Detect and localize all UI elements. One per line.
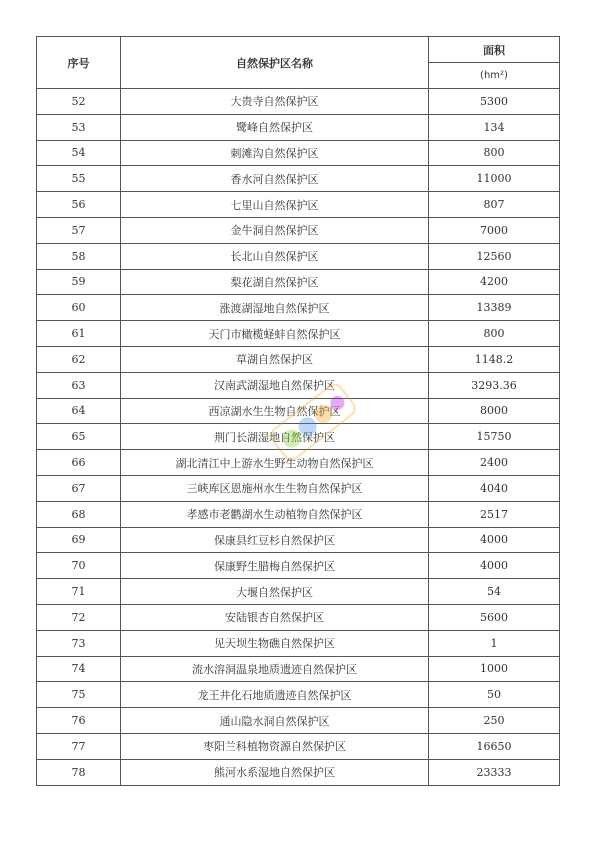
row-name-cell: 保康县红豆杉自然保护区 [121, 527, 429, 553]
table-row [37, 501, 560, 527]
row-name-cell: 见天坝生物礁自然保护区 [121, 630, 429, 656]
row-index-cell: 52 [37, 89, 121, 115]
row-index-cell: 67 [37, 475, 121, 501]
row-area-cell: 4000 [429, 553, 560, 579]
table-row [37, 604, 560, 630]
table-row [37, 321, 560, 347]
row-area-cell: 3293.36 [429, 372, 560, 398]
row-name-cell: 荆门长湖湿地自然保护区 [121, 424, 429, 450]
row-area-cell: 12560 [429, 243, 560, 269]
header-name: 自然保护区名称 [121, 37, 429, 89]
row-index-cell: 58 [37, 243, 121, 269]
table-row [37, 553, 560, 579]
table-row [37, 708, 560, 734]
table-row [37, 295, 560, 321]
row-area-cell: 250 [429, 708, 560, 734]
row-area-cell: 134 [429, 114, 560, 140]
row-index-cell: 72 [37, 604, 121, 630]
row-index-cell: 74 [37, 656, 121, 682]
table-row [37, 424, 560, 450]
row-index-cell: 66 [37, 450, 121, 476]
table-row [37, 269, 560, 295]
row-index-cell: 65 [37, 424, 121, 450]
row-area-cell: 1 [429, 630, 560, 656]
row-name-cell: 通山隐水洞自然保护区 [121, 708, 429, 734]
row-area-cell: 2517 [429, 501, 560, 527]
row-index-cell: 68 [37, 501, 121, 527]
row-index-cell: 54 [37, 140, 121, 166]
header-area-unit: (hm²) [429, 63, 560, 89]
row-area-cell: 2400 [429, 450, 560, 476]
row-area-cell: 1148.2 [429, 346, 560, 372]
table-row [37, 243, 560, 269]
row-name-cell: 三峡库区恩施州水生生物自然保护区 [121, 475, 429, 501]
row-area-cell: 23333 [429, 759, 560, 785]
table-row [37, 398, 560, 424]
table-row [37, 682, 560, 708]
table-row [37, 759, 560, 785]
row-index-cell: 60 [37, 295, 121, 321]
table-row [37, 166, 560, 192]
row-name-cell: 长北山自然保护区 [121, 243, 429, 269]
row-name-cell: 安陆银杏自然保护区 [121, 604, 429, 630]
row-area-cell: 8000 [429, 398, 560, 424]
row-area-cell: 4200 [429, 269, 560, 295]
row-area-cell: 50 [429, 682, 560, 708]
row-name-cell: 香水河自然保护区 [121, 166, 429, 192]
row-index-cell: 61 [37, 321, 121, 347]
table-row [37, 656, 560, 682]
table-row [37, 89, 560, 115]
row-name-cell: 孝感市老鹳湖水生动植物自然保护区 [121, 501, 429, 527]
row-area-cell: 54 [429, 579, 560, 605]
row-name-cell: 大堰自然保护区 [121, 579, 429, 605]
row-index-cell: 53 [37, 114, 121, 140]
table-row [37, 372, 560, 398]
row-index-cell: 77 [37, 733, 121, 759]
row-index-cell: 69 [37, 527, 121, 553]
row-area-cell: 4000 [429, 527, 560, 553]
row-name-cell: 汉南武湖湿地自然保护区 [121, 372, 429, 398]
table-row [37, 217, 560, 243]
header-index: 序号 [37, 37, 121, 89]
row-name-cell: 枣阳兰科植物资源自然保护区 [121, 733, 429, 759]
row-area-cell: 800 [429, 140, 560, 166]
row-index-cell: 57 [37, 217, 121, 243]
table-row [37, 527, 560, 553]
table-row [37, 475, 560, 501]
nature-reserve-table [36, 36, 560, 786]
table-row [37, 192, 560, 218]
row-index-cell: 63 [37, 372, 121, 398]
row-name-cell: 涨渡湖湿地自然保护区 [121, 295, 429, 321]
row-area-cell: 11000 [429, 166, 560, 192]
row-area-cell: 15750 [429, 424, 560, 450]
row-area-cell: 800 [429, 321, 560, 347]
row-index-cell: 56 [37, 192, 121, 218]
row-name-cell: 大贵寺自然保护区 [121, 89, 429, 115]
row-name-cell: 西凉湖水生生物自然保护区 [121, 398, 429, 424]
row-index-cell: 70 [37, 553, 121, 579]
table-row [37, 114, 560, 140]
row-index-cell: 62 [37, 346, 121, 372]
row-name-cell: 天门市橄榄蛏蚌自然保护区 [121, 321, 429, 347]
row-index-cell: 73 [37, 630, 121, 656]
row-area-cell: 7000 [429, 217, 560, 243]
table-header [37, 37, 560, 89]
row-area-cell: 1000 [429, 656, 560, 682]
table-row [37, 733, 560, 759]
table-row [37, 140, 560, 166]
table-row [37, 450, 560, 476]
row-name-cell: 湖北清江中上游水生野生动物自然保护区 [121, 450, 429, 476]
header-area: 面积 [429, 37, 560, 63]
row-index-cell: 71 [37, 579, 121, 605]
table-row [37, 579, 560, 605]
row-name-cell: 刺滩沟自然保护区 [121, 140, 429, 166]
row-name-cell: 熊河水系湿地自然保护区 [121, 759, 429, 785]
row-name-cell: 梨花湖自然保护区 [121, 269, 429, 295]
row-area-cell: 13389 [429, 295, 560, 321]
row-index-cell: 59 [37, 269, 121, 295]
row-name-cell: 草湖自然保护区 [121, 346, 429, 372]
row-name-cell: 金牛洞自然保护区 [121, 217, 429, 243]
row-area-cell: 5600 [429, 604, 560, 630]
row-name-cell: 七里山自然保护区 [121, 192, 429, 218]
table-row [37, 346, 560, 372]
row-name-cell: 流水溶洞温泉地质遗迹自然保护区 [121, 656, 429, 682]
row-index-cell: 75 [37, 682, 121, 708]
row-area-cell: 4040 [429, 475, 560, 501]
row-index-cell: 55 [37, 166, 121, 192]
row-name-cell: 保康野生腊梅自然保护区 [121, 553, 429, 579]
row-index-cell: 64 [37, 398, 121, 424]
table-row [37, 630, 560, 656]
table-body [37, 89, 560, 786]
row-name-cell: 龙王井化石地质遗迹自然保护区 [121, 682, 429, 708]
row-name-cell: 鹭峰自然保护区 [121, 114, 429, 140]
row-area-cell: 5300 [429, 89, 560, 115]
row-area-cell: 16650 [429, 733, 560, 759]
row-index-cell: 76 [37, 708, 121, 734]
row-index-cell: 78 [37, 759, 121, 785]
row-area-cell: 807 [429, 192, 560, 218]
